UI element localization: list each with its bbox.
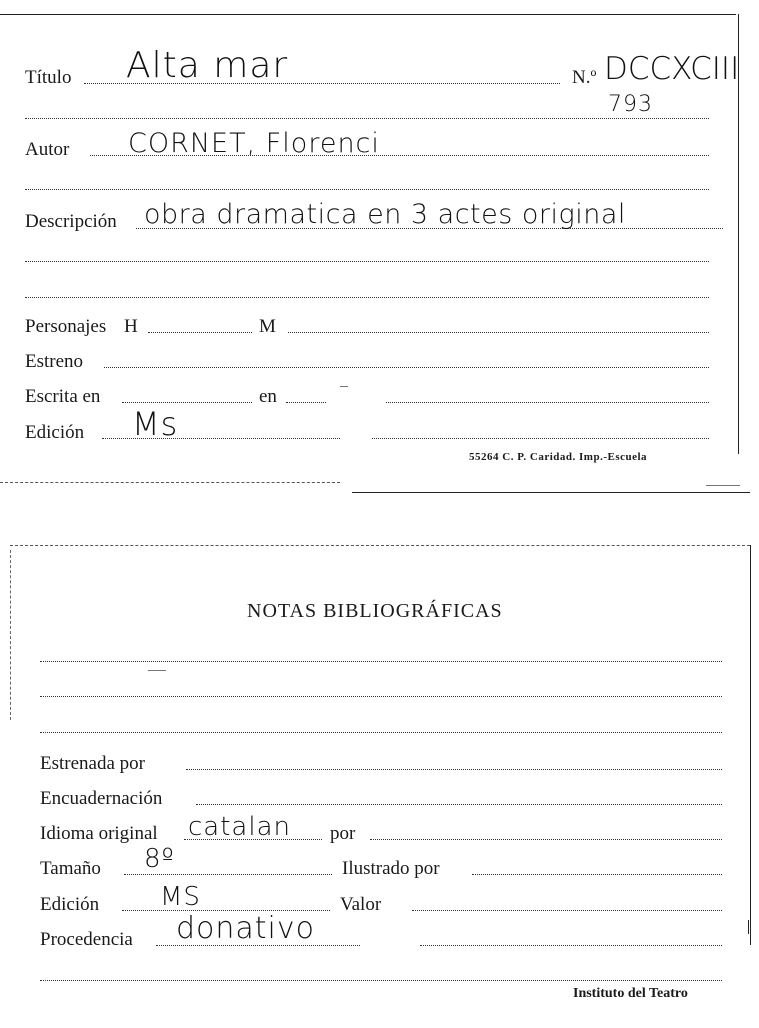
written-line [122,402,252,403]
catalog-card-front [0,0,759,500]
card-bottom-edge [352,492,750,493]
title-value: Alta mar [126,45,289,86]
final-notes-line [40,980,722,981]
card-top-edge [10,545,750,546]
binding-label: Encuadernación [40,788,163,809]
characters-men-line [148,332,252,333]
written-label: Escrita en [25,386,101,407]
author-label: Autor [25,139,70,160]
characters-men-label: H [124,316,138,337]
characters-women-label: M [259,316,276,337]
written-in-line [286,402,326,403]
characters-label: Personajes [25,316,107,337]
provenance-line-continued [420,945,722,946]
original-language-label: Idioma original [40,823,158,844]
written-in-line-continued [386,402,709,403]
notes-heading: NOTAS BIBLIOGRÁFICAS [247,600,503,622]
original-language-value: catalan [188,812,291,842]
printer-imprint: 55264 C. P. Caridad. Imp.-Escuela [469,451,648,463]
catalog-card-back [0,540,759,1028]
number-label: N.º [572,67,597,88]
notes-line [40,732,722,733]
notes-line [40,696,722,697]
illustrated-by-line [472,874,722,875]
card-bottom-dashed-edge [0,482,340,483]
card-left-edge [10,550,11,720]
written-in-label: en [259,386,277,407]
edition-label: Edición [25,422,85,443]
number-arabic-value: 793 [608,92,653,117]
premiere-line [104,367,709,368]
title-label: Título [25,67,72,88]
value-line [412,910,722,911]
translated-by-label: por [330,823,356,844]
edition-value: Ms [132,405,179,443]
institution-imprint: Instituto del Teatro [573,986,688,1001]
size-label: Tamaño [40,858,101,879]
provenance-value: donativo [176,911,316,946]
provenance-label: Procedencia [40,929,133,950]
size-line [124,874,332,875]
translated-by-line [370,839,722,840]
premiered-by-label: Estrenada por [40,753,145,774]
edition-line-continued [372,438,709,439]
premiered-by-line [186,769,722,770]
title-second-line [25,118,709,119]
card-top-edge [0,14,736,15]
binding-line [196,804,722,805]
scan-speck [706,485,740,486]
back-edition-value: MS [160,882,201,912]
scan-speck [148,670,166,671]
description-second-line [25,261,709,262]
size-value: 8º [144,844,175,874]
author-value: CORNET, Florenci [128,128,380,159]
value-label: Valor [340,894,382,915]
characters-women-line [288,332,709,333]
card-right-edge [750,545,751,945]
back-edition-label: Edición [40,894,100,915]
scan-speck [748,920,749,934]
description-value: obra dramatica en 3 actes original [144,199,626,230]
number-value: DCCXCIII [604,51,740,87]
illustrated-by-label: Ilustrado por [342,858,440,879]
description-label: Descripción [25,211,117,232]
scan-speck [340,386,348,387]
author-second-line [25,189,709,190]
description-third-line [25,297,709,298]
premiere-label: Estreno [25,351,84,372]
notes-line [40,661,722,662]
